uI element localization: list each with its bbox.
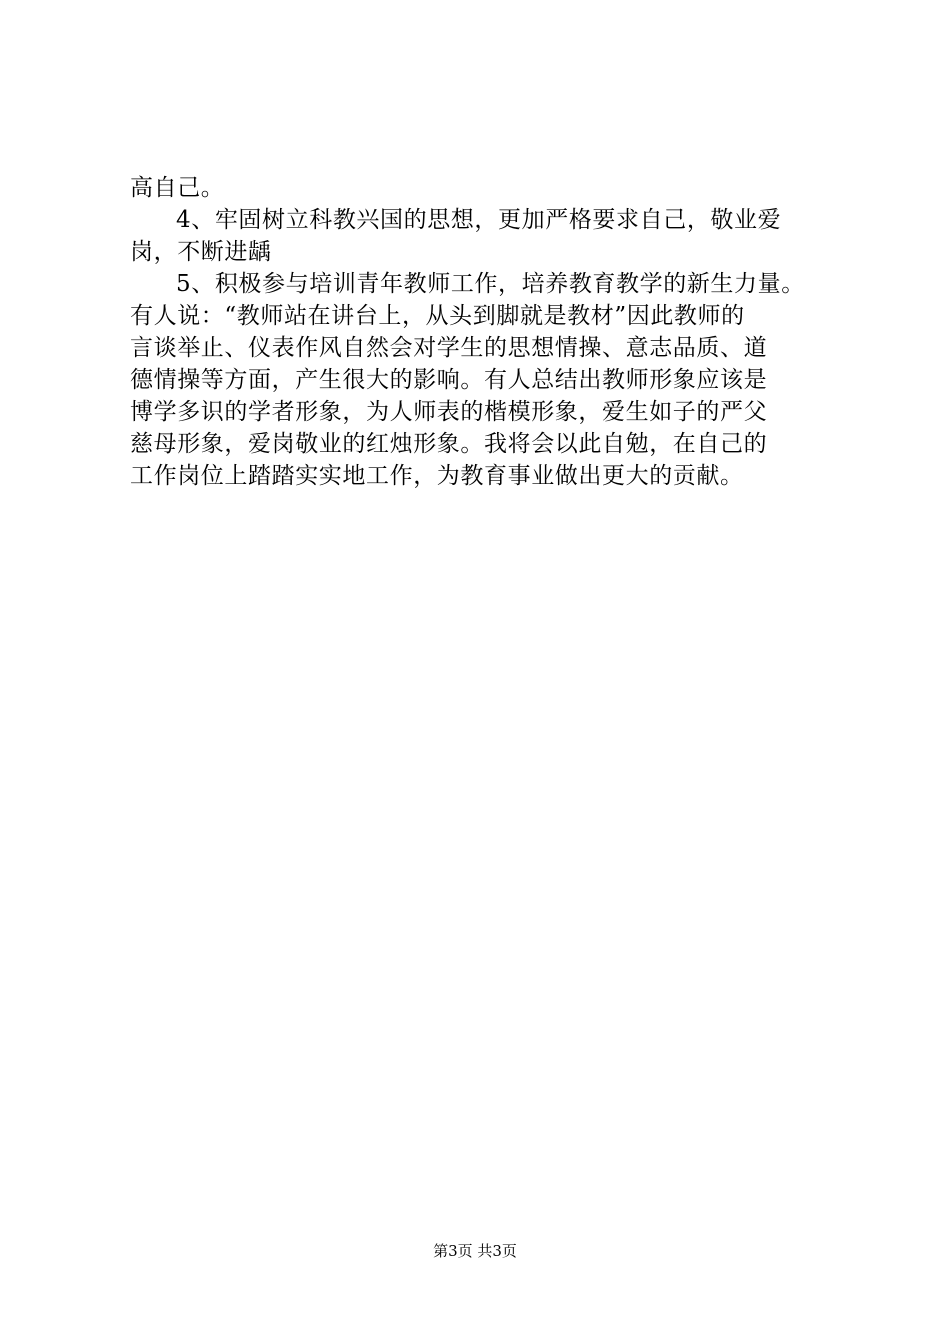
text-line: 4、牢固树立科教兴国的思想，更加严格要求自己，敬业爱 — [176, 207, 782, 233]
text-line: 5、积极参与培训青年教师工作，培养教育教学的新生力量。 — [176, 271, 805, 297]
body-text — [130, 172, 830, 492]
text-line: 岗，不断进龋 — [130, 239, 272, 265]
text-line: 德情操等方面，产生很大的影响。有人总结出教师形象应该是 — [130, 367, 768, 393]
text-line: 慈母形象，爱岗敬业的红烛形象。我将会以此自勉，在自己的 — [130, 431, 768, 457]
text-line: 有人说：“教师站在讲台上，从头到脚就是教材”因此教师的 — [130, 303, 745, 329]
text-line: 高自己。 — [130, 175, 225, 201]
text-line: 工作岗位上踏踏实实地工作，为教育事业做出更大的贡献。 — [130, 463, 744, 489]
page-number-footer: 第3页 共3页 — [433, 1242, 517, 1260]
text-line: 博学多识的学者形象，为人师表的楷模形象，爱生如子的严父 — [130, 399, 768, 425]
text-line: 言谈举止、仪表作风自然会对学生的思想情操、意志品质、道 — [130, 335, 768, 361]
